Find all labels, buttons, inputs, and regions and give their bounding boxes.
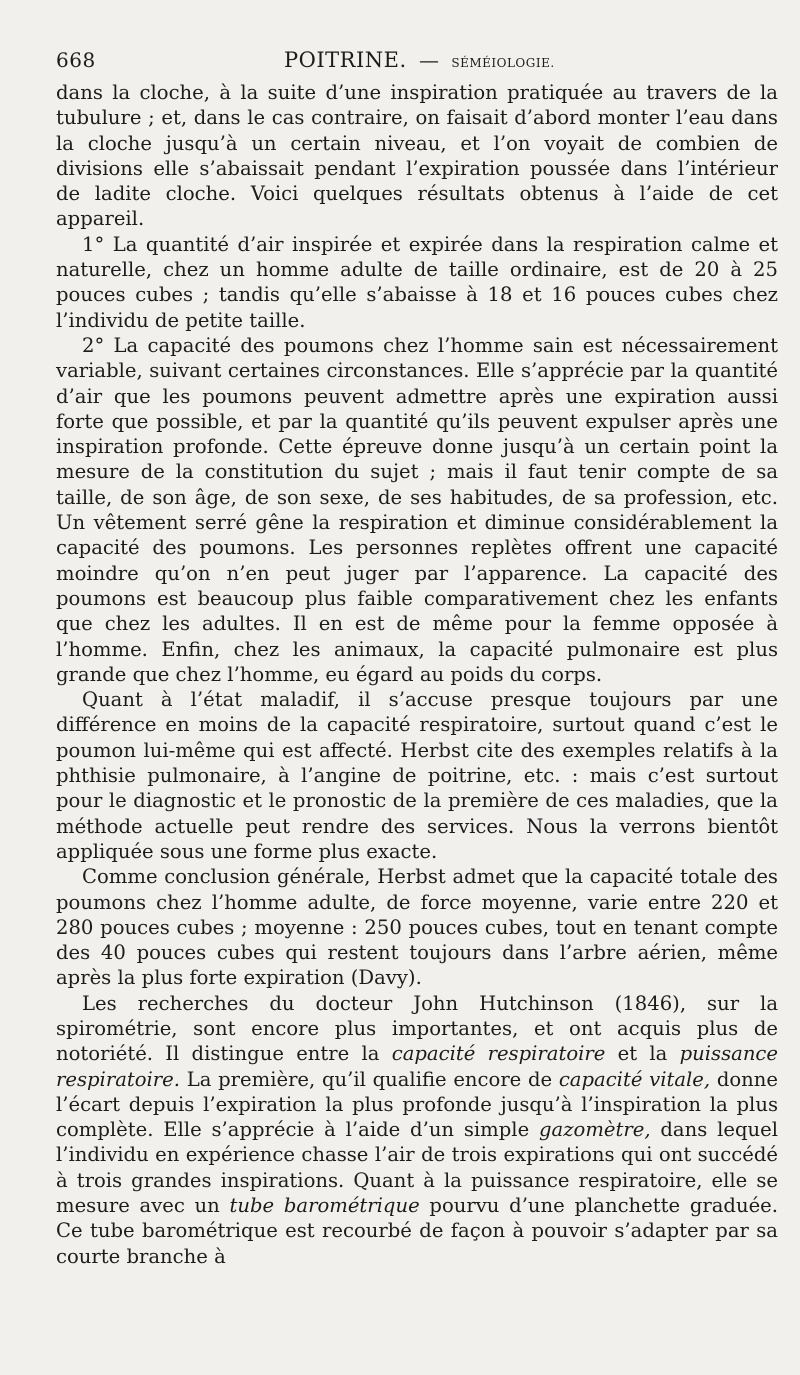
paragraph-conclusion-generale: Comme conclusion générale, Herbst admet que la capacité totale des poumons chez l’homme adulte, de force moyenne, varie entre 220 et 280 pouces cubes ; moyenne : 250 pouces cubes, tout en tenant compte des 40 pouces cubes qui restent toujours dans l’arbre aérien, même après la plus forte expiration (Davy). [56,865,778,990]
paragraph-capacite-poumons: 2° La capacité des poumons chez l’homme sain est nécessairement variable, suivant certaines circonstances. Elle s’apprécie par la quantité d’air que les poumons peuvent admettre après une expiration aussi forte que possible, et par la quantité qu’ils peuvent expulser après une inspiration profonde. Cette épreuve donne jusqu’à un certain point la mesure de la constitution du sujet ; mais il faut tenir compte de sa taille, de son âge, de son sexe, de ses habitudes, de sa profession, etc. Un vêtement serré gêne la respiration et diminue considérablement la capacité des poumons. Les personnes replètes offrent une capacité moindre qu’on n’en peut juger par l’apparence. La capacité des poumons est beaucoup plus faible comparativement chez les enfants que chez les adultes. Il en est de même pour la femme opposée à l’homme. Enfin, chez les animaux, la capacité pulmonaire est plus grande que chez l’homme, eu égard au poids du corps. [56,333,778,686]
text-run: La première, qu’il qualifie encore de [180,1067,559,1091]
paragraph: dans la cloche, à la suite d’une inspiration pratiquée au travers de la tubulure ; et, dans le cas contraire, on faisait d’abord monter l’eau dans la cloche jusqu’à un certain niveau, et l’on voyait de combien de divisions elle s’abaissait pendant l’expiration poussée dans l’intérieur de ladite cloche. Voici quelques résultats obtenus à l’aide de cet appareil. [56,81,778,231]
emphasis-capacite-vitale: capacité vitale, [558,1067,711,1091]
page-number: 668 [56,48,96,72]
page-header [56,44,776,80]
paragraph-quantite-air: 1° La quantité d’air inspirée et expirée dans la respiration calme et naturelle, chez un homme adulte de taille ordinaire, est de 20 à 25 pouces cubes ; tandis qu’elle s’abaisse à 18 et 16 pouces cubes chez l’individu de petite taille. [56,232,778,332]
paragraph-etat-maladif: Quant à l’état maladif, il s’accuse presque toujours par une différence en moins de la capacité respiratoire, surtout quand c’est le poumon lui-même qui est affecté. Herbst cite des exemples relatifs à la phthisie pulmonaire, à l’angine de poitrine, etc. : mais c’est surtout pour le diagnostic et le pronostic de la première de ces maladies, que la méthode actuelle peut rendre des services. Nous la verrons bientôt appliquée sous une forme plus exacte. [56,688,778,863]
running-head-title: POITRINE. [284,48,407,72]
text-run: donne l’écart depuis l’expiration la plus profonde jusqu’à l’inspiration la plus complète. Elle s’apprécie à l’aide d’un simple [56,1067,778,1142]
text-run: Les recherches du docteur John Hutchinson (1846), sur la spirométrie, sont encore plus importantes, et ont acquis plus de notoriété. Il distingue entre la [56,991,778,1066]
running-head-subtitle: SÉMÉIOLOGIE. [451,56,555,70]
running-head-dash: — [419,48,439,72]
running-head [284,48,555,72]
paragraph-hutchinson [56,991,778,1269]
text-run: pourvu d’une planchette graduée. Ce tube barométrique est recourbé de façon à pouvoir s’adapter par sa courte branche à [56,1194,778,1268]
emphasis-capacite-respiratoire: capacité respiratoire [391,1042,606,1066]
emphasis-gazometre: gazomètre, [538,1118,651,1142]
body-text [56,80,778,1269]
text-run: dans lequel l’individu en expérience chasse l’air de trois expirations qui ont succédé à trois grandes inspirations. Quant à la puissance respiratoire, elle se mesure avec un [56,1118,778,1218]
text-run: et la [605,1042,680,1066]
emphasis-tube-barometrique: tube barométrique [229,1194,420,1218]
emphasis-puissance-respiratoire: puissance respiratoire. [56,1042,779,1091]
